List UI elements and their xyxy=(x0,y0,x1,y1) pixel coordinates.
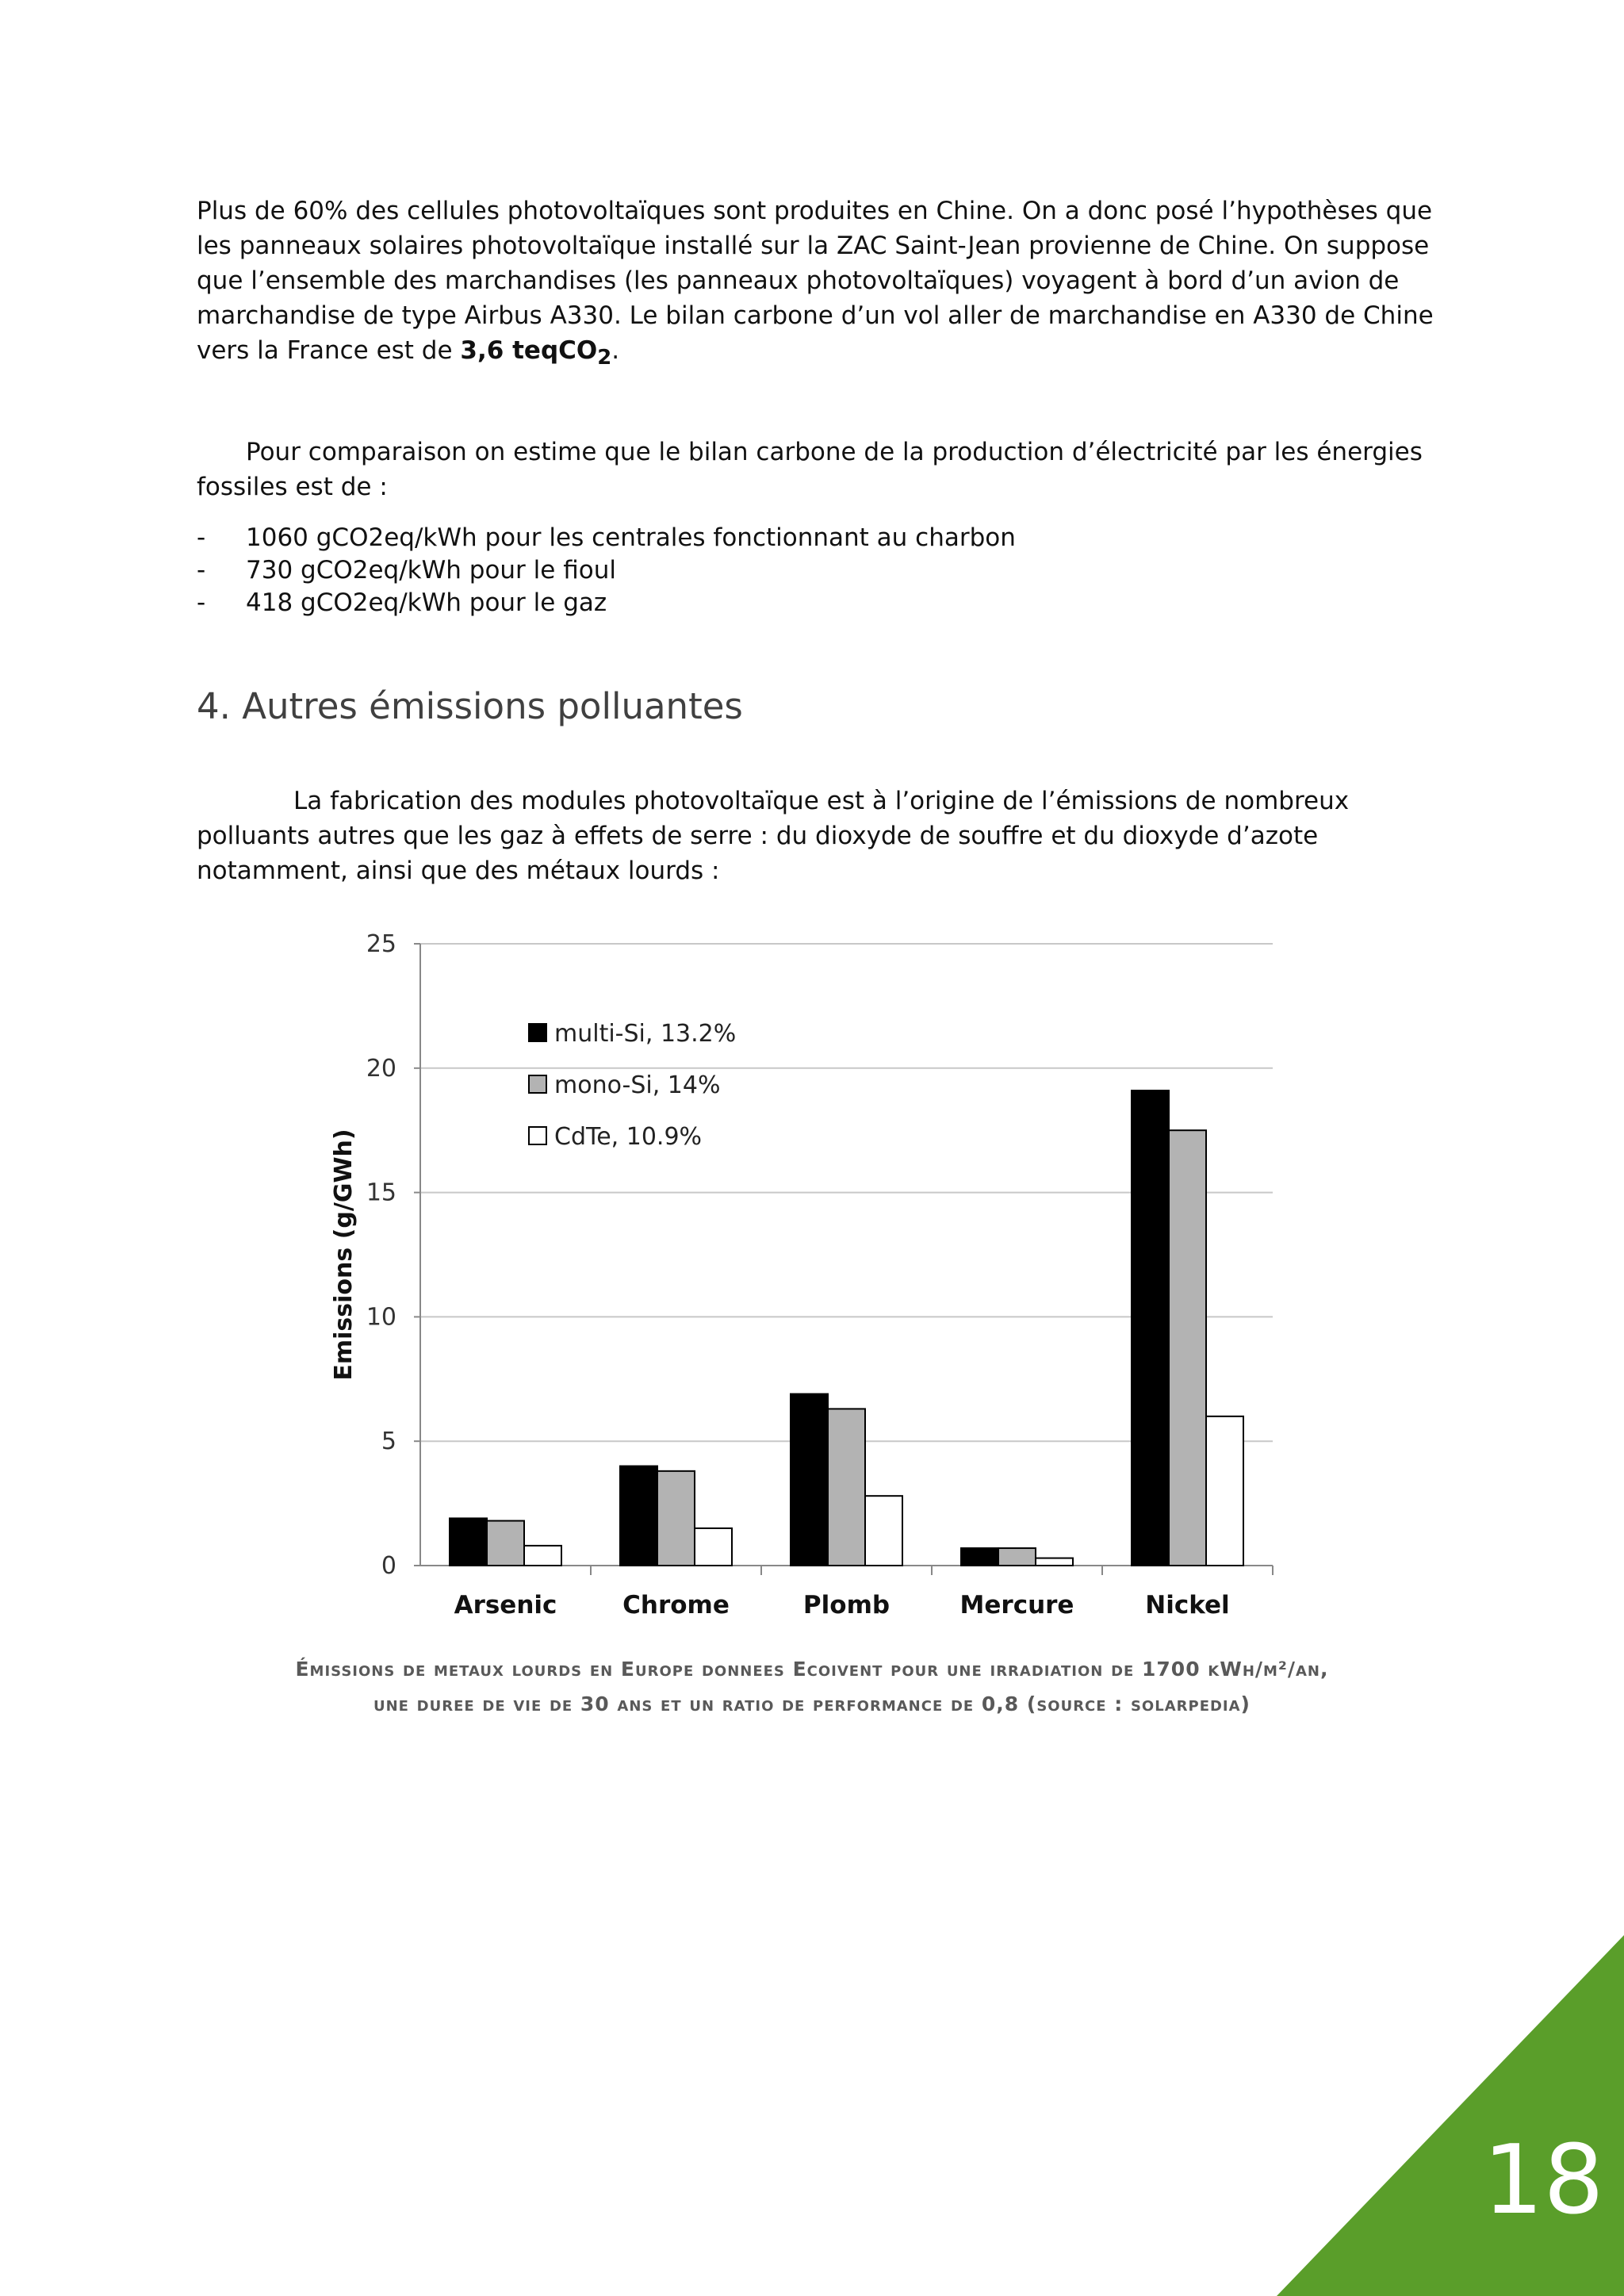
bar-chrome-series-2 xyxy=(657,1471,695,1566)
y-tick-label: 10 xyxy=(366,1303,396,1332)
list-item-text: 418 gCO2eq/kWh pour le gaz xyxy=(246,588,607,617)
carbon-value xyxy=(460,336,612,370)
bar-arsenic-series-1 xyxy=(450,1518,487,1566)
carbon-subscript: 2 xyxy=(597,346,612,370)
corner-triangle-shape xyxy=(1277,1935,1624,2296)
bar-chrome-series-1 xyxy=(620,1466,657,1566)
list-item-text: 1060 gCO2eq/kWh pour les centrales fonctionnant au charbon xyxy=(246,523,1016,552)
emissions-chart xyxy=(325,910,1300,1628)
paragraph-pollutants: La fabrication des modules photovoltaïque est à l’origine de l’émissions de nombreux polluants autres que les gaz à effets de serre : du dioxyde de souffre et du dioxyde d’azote notamment, ainsi que des métaux lourds : xyxy=(197,787,1350,885)
bar-chrome-series-3 xyxy=(695,1528,732,1566)
x-tick-label: Plomb xyxy=(802,1591,891,1619)
list-item xyxy=(197,522,1016,554)
page-number: 18 xyxy=(1483,2125,1604,2236)
caption-line-2: une duree de vie de 30 ans et un ratio de performance de 0,8 (source : solarpedia) xyxy=(373,1692,1251,1715)
x-tick-label: Chrome xyxy=(622,1591,730,1619)
bullet-dash: - xyxy=(197,588,206,617)
x-tick-label: Mercure xyxy=(959,1591,1074,1619)
legend-swatch xyxy=(529,1075,546,1093)
bar-plomb-series-2 xyxy=(828,1409,865,1566)
paragraph-end: . xyxy=(611,336,620,365)
y-tick-label: 5 xyxy=(381,1428,396,1456)
section-heading: 4. Autres émissions polluantes xyxy=(197,685,743,727)
bar-nickel-series-1 xyxy=(1132,1091,1169,1566)
carbon-value-text: 3,6 teqCO xyxy=(460,336,598,365)
figure-caption xyxy=(159,1652,1465,1722)
paragraph-text: Plus de 60% des cellules photovoltaïques sont produites en Chine. On a donc posé l’hypothèses que les panneaux solaires photovoltaïque installé sur la ZAC Saint-Jean provienne de Chine. On suppose que l’ensemble des marchandises (les panneaux photovoltaïques) voyagent à bord d’un avion de marchandise de type Airbus A330. Le bilan carbone d’un vol aller de marchandise en A330 de Chine vers la France est de xyxy=(197,197,1434,365)
fossil-emissions-list xyxy=(197,522,1016,619)
y-tick-label: 15 xyxy=(366,1179,396,1207)
bullet-dash: - xyxy=(197,523,206,552)
legend-label: multi-Si, 13.2% xyxy=(554,1020,737,1048)
x-tick-label: Arsenic xyxy=(454,1591,557,1619)
legend-swatch xyxy=(529,1127,546,1144)
bar-mercure-series-3 xyxy=(1036,1558,1073,1566)
bar-arsenic-series-3 xyxy=(524,1546,561,1566)
x-tick-label: Nickel xyxy=(1145,1591,1230,1619)
list-item xyxy=(197,554,1016,587)
paragraph-comparison: Pour comparaison on estime que le bilan carbone de la production d’électricité par les énergies fossiles est de : xyxy=(197,438,1423,501)
legend-label: mono-Si, 14% xyxy=(554,1071,721,1099)
caption-line-1: Émissions de metaux lourds en Europe donnees Ecoivent pour une irradiation de 1700 kWh/m²/an, xyxy=(295,1658,1329,1681)
chart-svg xyxy=(325,910,1300,1628)
bullet-dash: - xyxy=(197,556,206,585)
bar-nickel-series-2 xyxy=(1169,1130,1206,1566)
y-tick-label: 25 xyxy=(366,930,396,958)
bar-nickel-series-3 xyxy=(1206,1416,1243,1566)
paragraph-china-production xyxy=(197,194,1434,375)
green-corner-triangle xyxy=(1277,1935,1624,2296)
bar-plomb-series-1 xyxy=(791,1394,828,1566)
y-tick-label: 0 xyxy=(381,1552,396,1580)
bar-plomb-series-3 xyxy=(865,1496,902,1566)
bar-mercure-series-2 xyxy=(998,1548,1036,1566)
legend-label: CdTe, 10.9% xyxy=(554,1123,703,1151)
bar-mercure-series-1 xyxy=(961,1548,998,1566)
y-tick-label: 20 xyxy=(366,1054,396,1083)
legend-swatch xyxy=(529,1024,546,1041)
list-item xyxy=(197,587,1016,619)
bar-arsenic-series-2 xyxy=(487,1521,524,1566)
list-item-text: 730 gCO2eq/kWh pour le fioul xyxy=(246,556,616,585)
y-axis-label: Emissions (g/GWh) xyxy=(330,1129,358,1381)
